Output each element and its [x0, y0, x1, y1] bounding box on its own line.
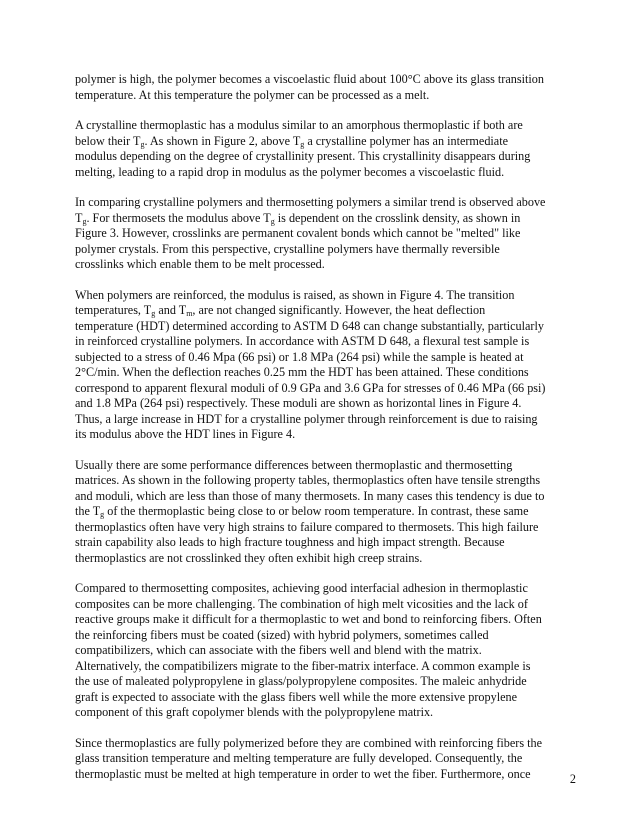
text-segment: the use of maleated polypropylene in glass/polypropylene composites. The maleic anhydride — [75, 674, 527, 688]
text-segment: reactive groups make it difficult for a thermoplastic to wet and bond to reinforcing fibers. Often — [75, 612, 542, 626]
text-segment: Compared to thermosetting composites, achieving good interfacial adhesion in thermoplastic — [75, 581, 528, 595]
text-line — [75, 72, 575, 88]
text-segment: 2°C/min. When the deflection reaches 0.25 mm the HDT has been attained. These conditions — [75, 365, 529, 379]
text-line — [75, 118, 575, 134]
paragraph — [75, 581, 575, 721]
text-segment: temperature. At this temperature the polymer can be processed as a melt. — [75, 87, 430, 102]
text-line — [75, 165, 575, 181]
text-line — [75, 643, 575, 659]
text-line — [75, 412, 575, 428]
text-segment: Figure 3. However, crosslinks are permanent covalent bonds which cannot be "melted" like — [75, 226, 521, 240]
text-line — [75, 257, 575, 273]
text-segment: composites can be more challenging. The combination of high melt vicosities and the lack of — [75, 596, 528, 611]
text-line — [75, 674, 575, 690]
text-line — [75, 597, 575, 613]
text-line — [75, 226, 575, 242]
text-segment: graft is expected to associate with the glass fibers well while the more extensive propylene — [75, 689, 517, 704]
text-line — [75, 365, 575, 381]
paragraph — [75, 736, 575, 783]
text-segment: . As shown in Figure 2, above T — [144, 133, 301, 148]
text-segment: , are not changed significantly. However, the heat deflection — [192, 303, 486, 317]
text-segment: compatibilizers, which can associate with the fibers well and blend with the matrix. — [75, 643, 482, 657]
text-line — [75, 319, 575, 335]
subscript: g — [300, 139, 305, 149]
text-line — [75, 334, 575, 350]
body-text — [75, 72, 575, 797]
text-line — [75, 88, 575, 104]
text-line — [75, 504, 575, 520]
text-line — [75, 458, 575, 474]
text-segment: the reinforcing fibers must be coated (sized) with hybrid polymers, sometimes called — [75, 627, 489, 642]
paragraph — [75, 288, 575, 443]
text-segment: thermoplastics are not crosslinked they often exhibit high creep strains. — [75, 550, 423, 565]
text-segment: . For thermosets the modulus above T — [86, 210, 271, 225]
text-line — [75, 381, 575, 397]
text-line — [75, 303, 575, 319]
text-segment: polymer is high, the polymer becomes a viscoelastic fluid about 100°C above its glass transition — [75, 72, 544, 86]
paragraph — [75, 195, 575, 273]
text-line — [75, 736, 575, 752]
text-segment: matrices. As shown in the following property tables, thermoplastics often have tensile strengths — [75, 473, 541, 487]
text-segment: the T — [75, 504, 101, 518]
text-segment: in reinforced crystalline polymers. In accordance with ASTM D 648, a flexural test sample is — [75, 334, 530, 348]
text-segment: and moduli, which are less than those of many thermosets. In many cases this tendency is due to — [75, 488, 545, 503]
text-line — [75, 211, 575, 227]
text-line — [75, 535, 575, 551]
page-number: 2 — [569, 772, 576, 786]
text-line — [75, 427, 575, 443]
text-segment: a crystalline polymer has an intermediate — [304, 133, 509, 148]
text-line — [75, 659, 575, 675]
paragraph — [75, 72, 575, 103]
text-segment: melting, leading to a rapid drop in modulus as the polymer becomes a viscoelastic fluid. — [75, 164, 505, 179]
text-segment: polymer crystals. From this perspective, crystalline polymers have thermally reversible — [75, 241, 500, 256]
text-segment: of the thermoplastic being close to or below room temperature. In contrast, these same — [104, 504, 529, 518]
text-segment: modulus depending on the degree of crystallinity present. This crystallinity disappears during — [75, 149, 531, 163]
text-line — [75, 473, 575, 489]
text-line — [75, 690, 575, 706]
text-line — [75, 767, 575, 783]
subscript: g — [100, 510, 105, 519]
text-segment: crosslinks which enable them to be melt processed. — [75, 257, 325, 271]
text-segment: Thus, a large increase in HDT for a crystalline polymer through reinforcement is due to raising — [75, 411, 538, 426]
paragraph — [75, 118, 575, 180]
text-line — [75, 628, 575, 644]
text-segment: A crystalline thermoplastic has a modulus similar to an amorphous thermoplastic if both are — [75, 118, 523, 132]
text-segment: Usually there are some performance differences between thermoplastic and thermosetting — [75, 457, 513, 472]
text-line — [75, 288, 575, 304]
text-segment: and 1.8 MPa (264 psi) respectively. These moduli are shown as horizontal lines in Figure 4. — [75, 396, 522, 410]
text-segment: correspond to apparent flexural moduli of 0.9 GPa and 3.6 GPa for stresses of 0.46 MPa (66 psi) — [75, 380, 546, 395]
text-line — [75, 551, 575, 567]
text-segment: thermoplastics often have very high strains to failure compared to thermosets. This high failure — [75, 519, 539, 534]
text-segment: Alternatively, the compatibilizers migrate to the fiber-matrix interface. A common example is — [75, 658, 531, 673]
text-segment: thermoplastic must be melted at high temperature in order to wet the fiber. Furthermore, once — [75, 766, 531, 781]
text-segment: T — [75, 210, 83, 225]
text-line — [75, 705, 575, 721]
subscript: g — [270, 216, 275, 226]
text-line — [75, 612, 575, 628]
text-segment: glass transition temperature and melting temperature are fully developed. Consequently, the — [75, 751, 523, 765]
text-line — [75, 751, 575, 767]
text-segment: and T — [155, 303, 187, 317]
text-line — [75, 195, 575, 211]
text-line — [75, 242, 575, 258]
text-segment: In comparing crystalline polymers and thermosetting polymers a similar trend is observed above — [75, 195, 546, 209]
text-line — [75, 134, 575, 150]
text-segment: Since thermoplastics are fully polymerized before they are combined with reinforcing fibers the — [75, 735, 543, 750]
subscript: g — [140, 139, 145, 149]
text-line — [75, 520, 575, 536]
text-line — [75, 149, 575, 165]
subscript: m — [186, 309, 193, 318]
text-segment: temperature (HDT) determined according to ASTM D 648 can change substantially, particularly — [75, 318, 544, 333]
subscript: g — [82, 216, 87, 226]
paragraph — [75, 458, 575, 567]
subscript: g — [151, 309, 156, 318]
text-line — [75, 581, 575, 597]
text-segment: temperatures, T — [75, 303, 152, 317]
text-line — [75, 489, 575, 505]
text-line — [75, 350, 575, 366]
text-segment: strain capability also leads to high fracture toughness and high impact strength. Because — [75, 535, 505, 549]
text-line — [75, 396, 575, 412]
text-segment: When polymers are reinforced, the modulus is raised, as shown in Figure 4. The transition — [75, 287, 515, 302]
text-segment: component of this graft copolymer blends with the polypropylene matrix. — [75, 705, 434, 719]
text-segment: its modulus above the HDT lines in Figure 4. — [75, 427, 296, 441]
text-segment: below their T — [75, 133, 141, 148]
text-segment: is dependent on the crosslink density, as shown in — [274, 210, 521, 225]
text-segment: subjected to a stress of 0.46 Mpa (66 psi) or 1.8 MPa (264 psi) while the sample is heated at — [75, 349, 524, 364]
